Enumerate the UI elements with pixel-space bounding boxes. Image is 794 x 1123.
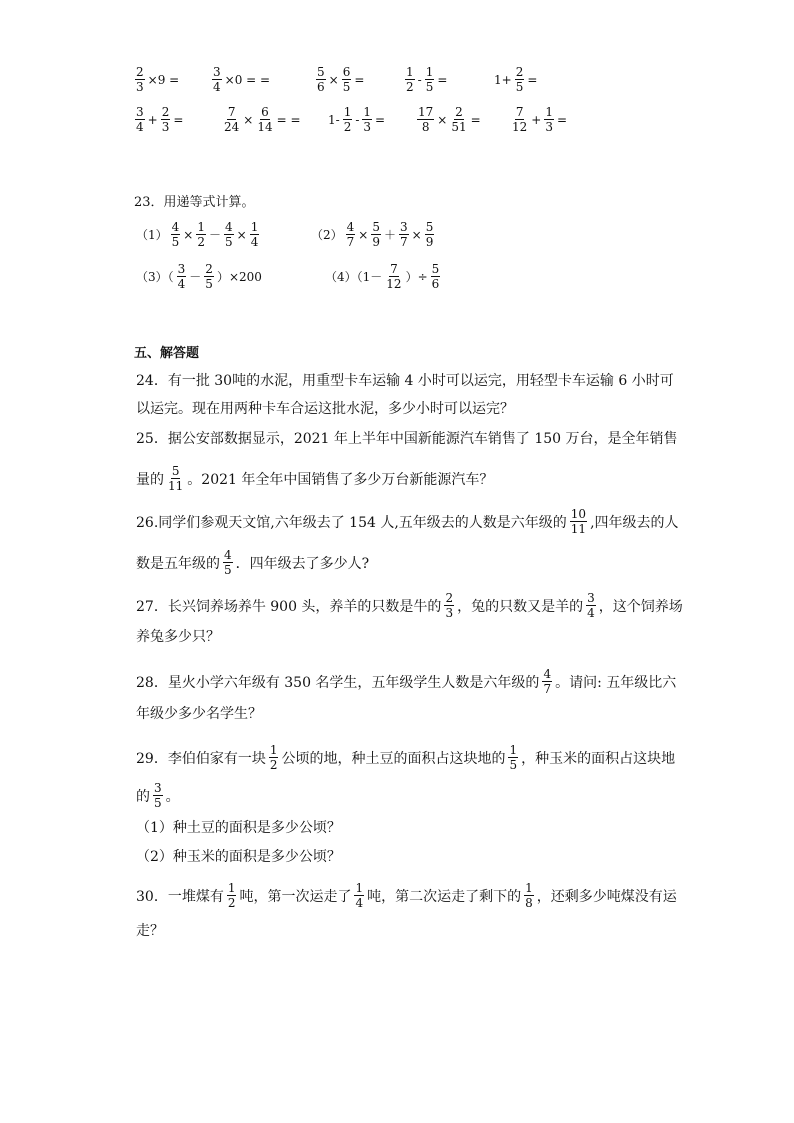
fraction-numerator: 1: [545, 105, 553, 119]
fraction-denominator: 9: [372, 235, 380, 249]
fraction: [316, 66, 326, 93]
fraction-numerator: 1: [525, 881, 533, 895]
text-run: ×: [183, 227, 194, 242]
fraction-numerator: 3: [587, 591, 595, 605]
fraction: [371, 221, 381, 248]
fraction: [171, 221, 181, 248]
text-run: 走？: [136, 923, 164, 939]
fraction-denominator: 4: [250, 235, 259, 249]
fraction: [450, 106, 467, 133]
text-run: ＋: [383, 228, 396, 242]
fraction-denominator: 7: [543, 682, 552, 696]
text-run: （1）: [136, 228, 168, 242]
fraction-denominator: 4: [136, 120, 144, 134]
fraction-denominator: 24: [224, 120, 240, 134]
fraction: [223, 106, 240, 133]
text-run: +: [531, 112, 542, 127]
fraction: [362, 106, 372, 133]
fraction-numerator: 10: [570, 507, 587, 521]
problem-line: [134, 846, 343, 866]
fraction-numerator: 5: [171, 464, 180, 478]
fraction: [542, 668, 552, 695]
text-run: ×0 = =: [224, 72, 271, 87]
fraction-denominator: 5: [205, 277, 213, 291]
fraction-denominator: 4: [355, 896, 364, 910]
problem-line: [134, 508, 681, 535]
fraction-denominator: 2: [269, 758, 278, 772]
text-run: ×: [358, 227, 369, 242]
fraction: [256, 106, 273, 133]
text-run: 。请问: 五年级比六: [555, 674, 677, 691]
fraction-denominator: 12: [386, 277, 402, 291]
text-run: ，种玉米的面积占这块地: [521, 750, 676, 767]
problem-line: [134, 592, 685, 619]
fraction-numerator: 6: [261, 105, 269, 119]
fraction: [167, 465, 184, 492]
fraction-numerator: 3: [136, 105, 144, 119]
fraction-denominator: 2: [343, 120, 352, 134]
fraction-denominator: 3: [445, 606, 454, 620]
fraction-denominator: 3: [136, 80, 144, 94]
calc-item: [492, 66, 539, 93]
fraction: [425, 66, 435, 93]
text-run: ,四年级去的人: [590, 514, 679, 531]
fraction: [223, 549, 233, 576]
problem-line: [134, 428, 680, 448]
text-run: 26.同学们参观天文馆,六年级去了 154 人,五年级去的人数是六年级的: [136, 514, 567, 531]
fraction-numerator: 2: [455, 105, 463, 119]
fraction-numerator: 2: [205, 262, 213, 276]
problem-line: [134, 782, 182, 809]
fraction-denominator: 2: [197, 235, 205, 249]
text-run: －: [189, 270, 202, 284]
fraction-numerator: 1: [425, 65, 434, 79]
fraction: [385, 263, 402, 290]
text-run: ）×200: [216, 270, 262, 284]
fraction: [544, 106, 554, 133]
calc-item: [211, 66, 272, 93]
text-run: ，这个饲养场: [598, 598, 683, 615]
text-run: -: [355, 112, 360, 127]
fraction-denominator: 4: [213, 80, 221, 94]
text-run: ×: [236, 227, 247, 242]
calc-item: [326, 106, 387, 133]
fraction-numerator: 3: [154, 781, 162, 795]
text-run: 1+: [494, 72, 512, 87]
fraction: [405, 66, 415, 93]
fraction-denominator: 3: [161, 120, 170, 134]
fraction-denominator: 5: [225, 235, 233, 249]
question-23-item: [134, 263, 264, 290]
fraction-denominator: 51: [451, 120, 467, 134]
text-run: （2）种玉米的面积是多少公顷？: [136, 849, 341, 865]
text-run: 吨，第一次运走了: [239, 888, 352, 905]
text-run: 27．长兴饲养场养牛 900 头，养羊的只数是牛的: [136, 598, 442, 615]
calc-item: [222, 106, 303, 133]
fraction-numerator: 2: [136, 65, 144, 79]
text-run: 年级少多少名学生？: [136, 706, 262, 722]
calc-item: [510, 106, 569, 133]
text-run: =: [527, 72, 538, 87]
fraction-denominator: 12: [512, 120, 528, 134]
text-run: =: [437, 72, 448, 87]
fraction-denominator: 5: [425, 80, 434, 94]
fraction-numerator: 5: [425, 220, 434, 234]
text-run: 的: [136, 788, 150, 805]
fraction: [161, 106, 171, 133]
text-run: 公顷的地，种土豆的面积占这块地的: [281, 750, 506, 767]
calc-item: [134, 66, 181, 93]
fraction-numerator: 1: [363, 105, 372, 119]
fraction: [342, 66, 352, 93]
fraction-denominator: 2: [406, 80, 414, 94]
fraction-denominator: 8: [421, 120, 430, 134]
calc-item: [404, 66, 449, 93]
text-run: =: [173, 112, 184, 127]
fraction: [135, 106, 145, 133]
fraction-denominator: 8: [525, 896, 533, 910]
fraction-numerator: 1: [343, 105, 352, 119]
fraction-numerator: 4: [225, 220, 233, 234]
fraction: [431, 263, 441, 290]
fraction: [224, 221, 234, 248]
fraction: [417, 106, 434, 133]
fraction-numerator: 7: [390, 262, 398, 276]
fraction-denominator: 3: [545, 120, 553, 134]
fraction-numerator: 1: [406, 65, 414, 79]
text-run: （4）（1－: [325, 270, 383, 284]
problem-line: [134, 920, 166, 940]
fraction-denominator: 6: [317, 80, 325, 94]
fraction-numerator: 5: [317, 65, 325, 79]
problem-line: [134, 703, 264, 723]
fraction: [570, 508, 587, 535]
fraction-numerator: 4: [543, 667, 552, 681]
text-run: 28．星火小学六年级有 350 名学生，五年级学生人数是六年级的: [136, 674, 540, 691]
fraction-denominator: 5: [224, 563, 232, 577]
fraction-numerator: 1: [227, 881, 236, 895]
text-run: 。: [165, 788, 180, 805]
fraction-denominator: 6: [431, 277, 440, 291]
text-run: ．四年级去了多少人?: [235, 555, 370, 572]
fraction-denominator: 5: [171, 235, 180, 249]
fraction: [524, 882, 534, 909]
text-run: 量的: [136, 471, 164, 488]
problem-line: [134, 398, 516, 418]
text-run: －: [208, 228, 221, 242]
fraction-numerator: 3: [400, 220, 408, 234]
fraction-denominator: 14: [257, 120, 273, 134]
problem-line: [134, 370, 676, 390]
fraction-denominator: 11: [168, 479, 184, 493]
question-23-item: [134, 221, 260, 248]
text-run: （2）: [311, 228, 343, 242]
calc-item: [315, 66, 366, 93]
fraction-numerator: 4: [224, 548, 232, 562]
fraction: [343, 106, 353, 133]
fraction-denominator: 5: [154, 796, 162, 810]
fraction-numerator: 1: [250, 220, 259, 234]
calc-item: [416, 106, 483, 133]
text-run: ×: [411, 227, 422, 242]
text-run: ×: [328, 72, 339, 87]
text-run: +: [147, 112, 158, 127]
fraction: [399, 221, 409, 248]
text-run: ×: [243, 112, 254, 127]
text-run: （3）（: [136, 270, 174, 284]
text-run: ×9 =: [147, 72, 180, 87]
problem-line: [134, 465, 495, 492]
fraction-denominator: 5: [342, 80, 351, 94]
fraction-numerator: 7: [515, 105, 524, 119]
text-run: ×: [437, 112, 448, 127]
fraction-numerator: 4: [171, 220, 180, 234]
fraction-numerator: 1: [269, 743, 278, 757]
text-run: 1-: [328, 112, 340, 127]
problem-line: [134, 817, 343, 837]
fraction-denominator: 9: [425, 235, 434, 249]
fraction-denominator: 7: [400, 235, 408, 249]
fraction: [444, 592, 454, 619]
section-title: 五、解答题: [134, 346, 200, 361]
fraction: [269, 744, 279, 771]
fraction-numerator: 1: [355, 881, 364, 895]
fraction-numerator: 17: [418, 105, 434, 119]
calc-item: [134, 106, 185, 133]
fraction: [177, 263, 187, 290]
fraction-numerator: 1: [197, 220, 205, 234]
fraction-numerator: 3: [177, 262, 186, 276]
text-run: =: [354, 72, 365, 87]
fraction: [354, 882, 364, 909]
text-run: 养兔多少只？: [136, 629, 220, 645]
fraction: [227, 882, 237, 909]
fraction-denominator: 3: [363, 120, 372, 134]
text-run: ，还剩多少吨煤没有运: [536, 888, 677, 905]
fraction: [425, 221, 435, 248]
fraction: [511, 106, 528, 133]
problem-line: [134, 744, 677, 771]
fraction-numerator: 5: [431, 262, 440, 276]
fraction-numerator: 5: [372, 220, 380, 234]
problem-line: [134, 668, 678, 695]
fraction-denominator: 4: [177, 277, 186, 291]
text-run: 24．有一批 30吨的水泥，用重型卡车运输 4 小时可以运完，用轻型卡车运输 6 小时可: [136, 373, 674, 389]
text-run: =: [375, 112, 386, 127]
fraction: [250, 221, 260, 248]
fraction-denominator: 11: [570, 522, 587, 536]
text-run: 25．据公安部数据显示，2021 年上半年中国新能源汽车销售了 150 万台，是全年销售: [136, 431, 678, 447]
fraction: [515, 66, 525, 93]
fraction: [212, 66, 222, 93]
question-23-item: [323, 263, 441, 290]
fraction: [153, 782, 163, 809]
fraction: [204, 263, 214, 290]
text-run: ）÷: [405, 270, 428, 284]
fraction: [508, 744, 518, 771]
fraction-denominator: 5: [509, 758, 518, 772]
fraction-numerator: 7: [227, 105, 236, 119]
fraction-numerator: 2: [445, 591, 454, 605]
problem-line: [134, 549, 371, 576]
text-run: 数是五年级的: [136, 555, 220, 572]
problem-line: [134, 626, 222, 646]
text-run: = =: [276, 112, 301, 127]
fraction: [586, 592, 596, 619]
text-run: -: [417, 72, 422, 87]
fraction-denominator: 2: [227, 896, 236, 910]
text-run: （1）种土豆的面积是多少公顷？: [136, 820, 341, 836]
fraction-numerator: 4: [346, 220, 355, 234]
problem-line: [134, 882, 679, 909]
text-run: 吨，第二次运走了剩下的: [367, 888, 522, 905]
fraction-numerator: 6: [342, 65, 351, 79]
fraction-numerator: 3: [213, 65, 221, 79]
fraction: [196, 221, 206, 248]
fraction: [346, 221, 356, 248]
text-run: 29．李伯伯家有一块: [136, 750, 266, 767]
fraction-numerator: 2: [515, 65, 524, 79]
text-run: 30．一堆煤有: [136, 888, 224, 905]
fraction: [135, 66, 145, 93]
fraction-numerator: 2: [161, 105, 170, 119]
fraction-denominator: 4: [587, 606, 595, 620]
question-23-title: 23．用递等式计算。: [134, 195, 255, 210]
text-run: ，兔的只数又是羊的: [457, 598, 584, 615]
question-23-item: [309, 221, 435, 248]
text-run: =: [556, 112, 568, 127]
text-run: =: [470, 112, 481, 127]
fraction-denominator: 5: [515, 80, 524, 94]
fraction-numerator: 1: [509, 743, 518, 757]
text-run: 以运完。现在用两种卡车合运这批水泥，多少小时可以运完？: [136, 401, 514, 417]
text-run: 。2021 年全年中国销售了多少万台新能源汽车？: [187, 471, 494, 488]
fraction-denominator: 7: [346, 235, 355, 249]
